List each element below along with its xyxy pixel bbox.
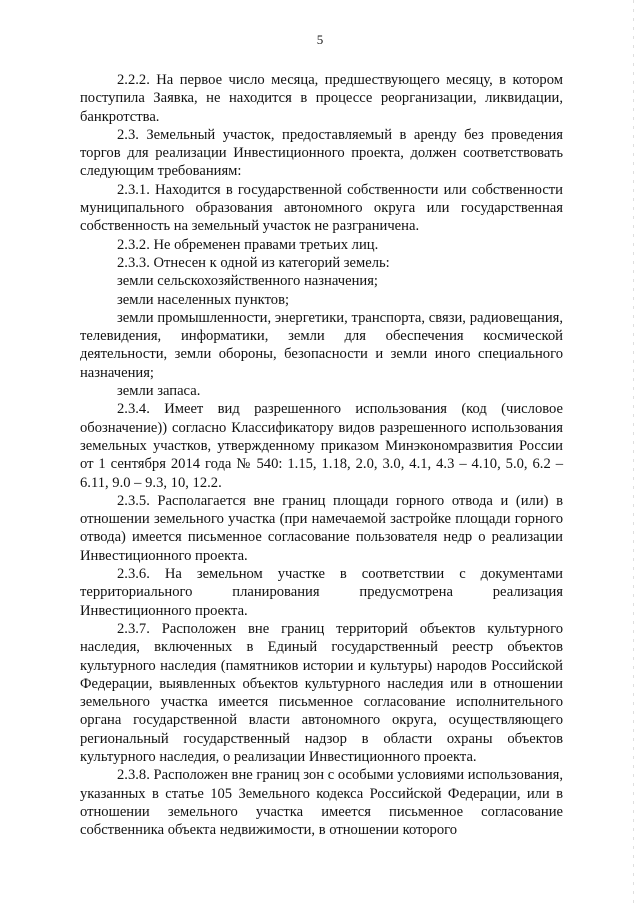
paragraph-2-3: 2.3. Земельный участок, предоставляемый в аренду без проведения торгов для реализации Инвестиционного проекта, должен соответствовать следующим требованиям: — [80, 126, 563, 180]
paragraph-2-3-4: 2.3.4. Имеет вид разрешенного использования (код (числовое обозначение)) согласно Классификатору видов разрешенного использования земельных участков, утвержденному приказом Минэкономразвития России от 1 сентября 2014 года № 540: 1.15, 1.18, 2.0, 3.0, 4.1, 4.3 – 4.10, 5.0, 6.2 – 6.11, 9.0 – 9.3, 10, 12.2. — [80, 401, 563, 491]
paragraph-2-3-7: 2.3.7. Расположен вне границ территорий объектов культурного наследия, включенных в Единый государственный реестр объектов культурного наследия (памятников истории и культуры) народов Российской Федерации, выявленных объектов культурного наследия или в отношении земельного участка имеется письменное согласование исполнительного органа государственной власти автономного округа, осуществляющего региональный государственный надзор в области охраны объектов культурного наследия, о реализации Инвестиционного проекта. — [80, 620, 563, 765]
paragraph-2-3-2: 2.3.2. Не обременен правами третьих лиц. — [117, 236, 379, 253]
document-body — [80, 71, 563, 839]
paragraph-2-3-6: 2.3.6. На земельном участке в соответствии с документами территориального планирования предусмотрена реализация Инвестиционного проекта. — [80, 566, 563, 619]
scan-edge-artifact — [633, 0, 634, 905]
paragraph-2-2-2: 2.2.2. На первое число месяца, предшествующего месяцу, в котором поступила Заявка, не находится в процессе реорганизации, ликвидации, банкротства. — [80, 72, 563, 125]
paragraph-2-3-1: 2.3.1. Находится в государственной собственности или собственности муниципального образования автономного округа или государственная собственность на земельный участок не разграничена. — [80, 181, 563, 235]
page-number: 5 — [316, 32, 324, 47]
list-item-reserve-land: земли запаса. — [117, 383, 201, 400]
paragraph-2-3-3: 2.3.3. Отнесен к одной из категорий земель: — [117, 254, 390, 271]
paragraph-2-3-8: 2.3.8. Расположен вне границ зон с особыми условиями использования, указанных в статье 105 Земельного кодекса Российской Федерации, или в отношении земельного участка имеется письменное согласование собственника объекта недвижимости, в отношении которого — [80, 767, 563, 839]
list-item-industrial-land: земли промышленности, энергетики, транспорта, связи, радиовещания, телевидения, информатики, земли для обеспечения космической деятельности, земли обороны, безопасности и земли иного специального назначения; — [80, 309, 563, 381]
list-item-settlement-land: земли населенных пунктов; — [117, 291, 290, 308]
paragraph-2-3-5: 2.3.5. Располагается вне границ площади горного отвода и (или) в отношении земельного участка (при намечаемой застройке площади горного отвода) имеется письменное согласование пользователя недр о реализации Инвестиционного проекта. — [80, 492, 563, 564]
list-item-agricultural-land: земли сельскохозяйственного назначения; — [117, 273, 378, 290]
